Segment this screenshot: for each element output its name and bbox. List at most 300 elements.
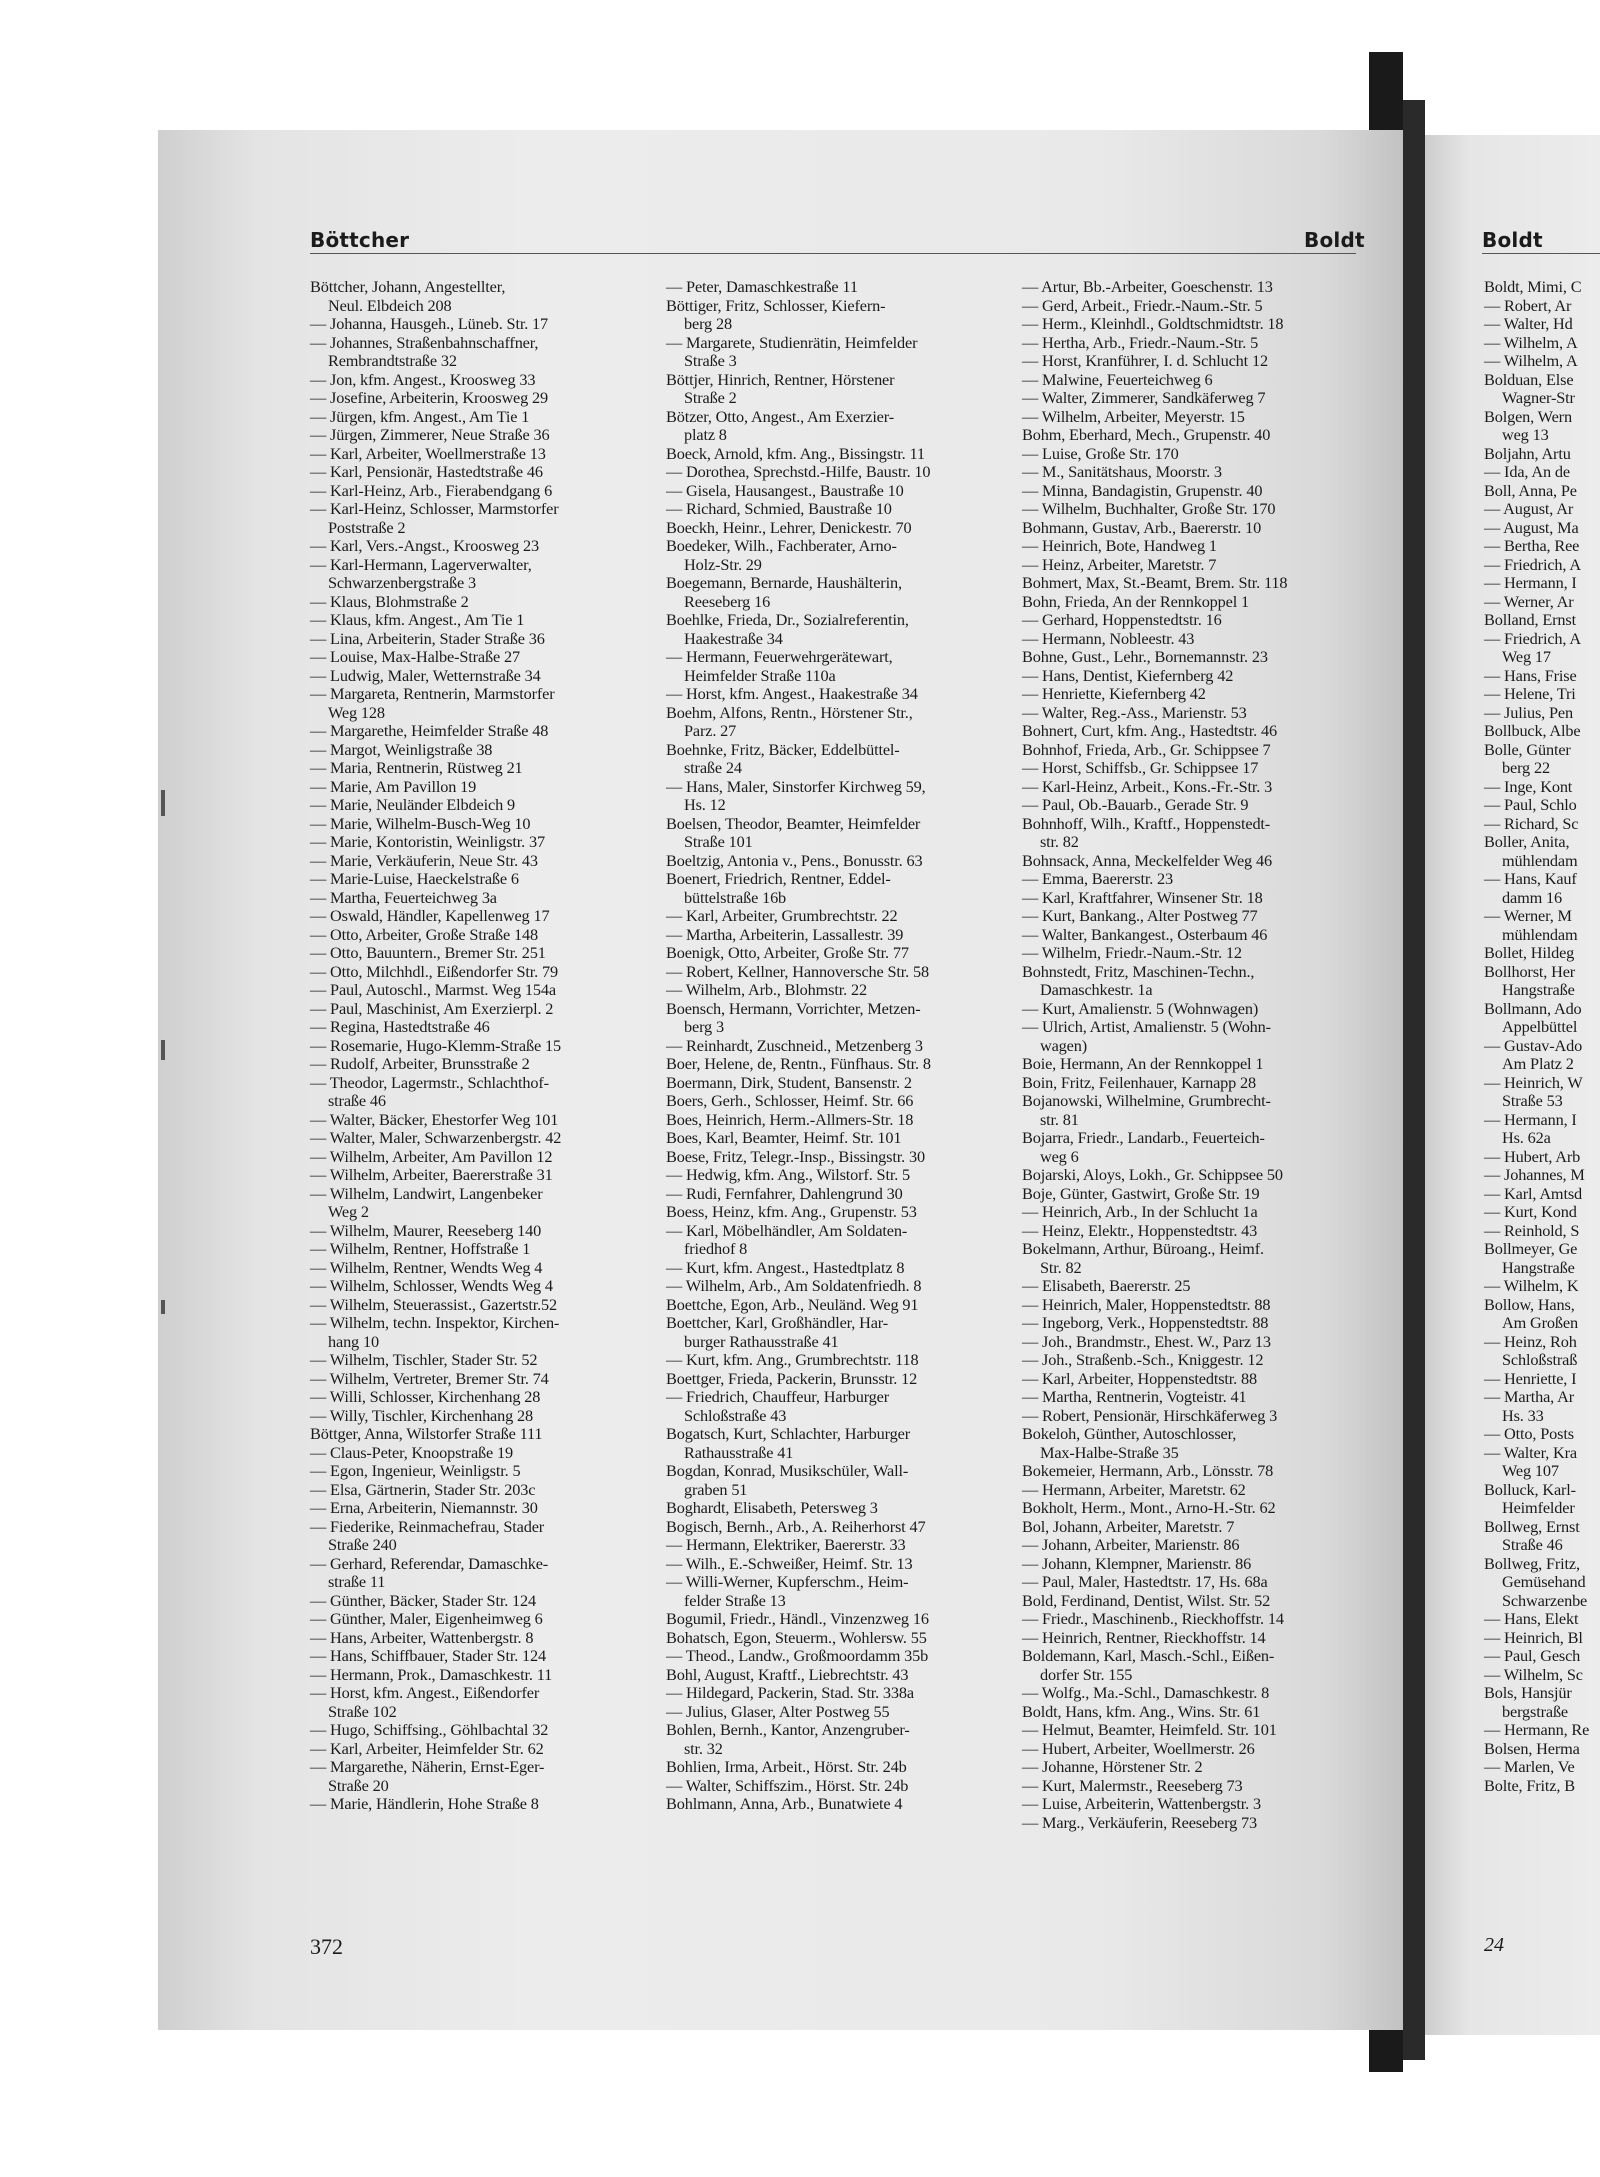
listing-entry: — Hedwig, kfm. Ang., Wilstorf. Str. 5 xyxy=(666,1165,911,1184)
listing-entry: — Johannes, Straßenbahnschaffner, xyxy=(310,332,539,352)
running-head-left: Böttcher xyxy=(310,228,410,252)
listing-entry: Bogdan, Konrad, Musikschüler, Wall- xyxy=(666,1461,909,1480)
listing-entry: — Marlen, Ve xyxy=(1484,1757,1575,1776)
listing-entry: — Karl, Kraftfahrer, Winsener Str. 18 xyxy=(1022,887,1263,907)
listing-entry: — Heinrich, Bl xyxy=(1484,1627,1583,1647)
listing-continuation: Hs. 33 xyxy=(1502,1405,1544,1425)
listing-entry: Böttjer, Hinrich, Rentner, Hörstener xyxy=(666,369,895,389)
listing-entry: Bolduan, Else xyxy=(1484,369,1574,389)
listing-entry: — Julius, Glaser, Alter Postweg 55 xyxy=(666,1701,890,1721)
listing-entry: — Friedrich, Chauffeur, Harburger xyxy=(666,1387,890,1406)
listing-entry: — Wilhelm, Arbeiter, Baererstraße 31 xyxy=(310,1165,553,1184)
listing-entry: Bohmert, Max, St.-Beamt, Brem. Str. 118 xyxy=(1022,573,1288,592)
listing-entry: Boess, Heinz, kfm. Ang., Grupenstr. 53 xyxy=(666,1202,917,1221)
listing-continuation: Holz-Str. 29 xyxy=(684,554,762,574)
listing-entry: Boedeker, Wilh., Fachberater, Arno- xyxy=(666,536,897,555)
listing-entry: Boers, Gerh., Schlosser, Heimf. Str. 66 xyxy=(666,1091,914,1110)
listing-entry: — Hans, Arbeiter, Wattenbergstr. 8 xyxy=(310,1627,534,1647)
listing-entry: — Horst, kfm. Angest., Eißendorfer xyxy=(310,1683,540,1702)
listing-entry: — Hubert, Arb xyxy=(1484,1146,1581,1166)
running-head-next-page: Boldt xyxy=(1482,228,1543,252)
listing-entry: Boldt, Mimi, C xyxy=(1484,277,1582,296)
listing-entry: — Karl-Heinz, Arb., Fierabendgang 6 xyxy=(310,480,553,500)
listing-entry: — Heinz, Roh xyxy=(1484,1331,1577,1351)
listing-continuation: Straße 240 xyxy=(328,1535,397,1554)
listing-entry: Boettcher, Karl, Großhändler, Har- xyxy=(666,1313,889,1332)
listing-entry: Bold, Ferdinand, Dentist, Wilst. Str. 52 xyxy=(1022,1590,1271,1610)
listing-entry: — Wilhelm, Maurer, Reeseberg 140 xyxy=(310,1220,542,1240)
listing-continuation: Appelbüttel xyxy=(1502,1017,1578,1036)
listing-entry: — Hermann, Feuerwehrgerätewart, xyxy=(666,647,893,666)
listing-continuation: berg 22 xyxy=(1502,758,1550,777)
listing-entry: — Walter, Bäcker, Ehestorfer Weg 101 xyxy=(310,1109,559,1129)
listing-entry: Boelsen, Theodor, Beamter, Heimfelder xyxy=(666,813,921,833)
listing-entry: — Dorothea, Sprechstd.-Hilfe, Baustr. 10 xyxy=(666,462,931,481)
listing-entry: — Paul, Ob.-Bauarb., Gerade Str. 9 xyxy=(1022,795,1249,814)
listing-entry: Boljahn, Artu xyxy=(1484,443,1571,463)
listing-entry: — Ingeborg, Verk., Hoppenstedtstr. 88 xyxy=(1022,1313,1269,1332)
listing-entry: — Heinz, Arbeiter, Maretstr. 7 xyxy=(1022,554,1217,574)
listing-entry: — Marie, Am Pavillon 19 xyxy=(310,776,477,796)
listing-entry: — Hugo, Schiffsing., Göhlbachtal 32 xyxy=(310,1720,549,1739)
listing-entry: — Otto, Bauuntern., Bremer Str. 251 xyxy=(310,943,546,962)
listing-continuation: dorfer Str. 155 xyxy=(1040,1664,1133,1684)
listing-continuation: str. 32 xyxy=(684,1738,723,1758)
listing-entry: Bokeloh, Günther, Autoschlosser, xyxy=(1022,1424,1237,1443)
listing-entry: — Gerhard, Hoppenstedtstr. 16 xyxy=(1022,610,1222,629)
listing-entry: — Walter, Kra xyxy=(1484,1442,1577,1462)
listing-entry: Bols, Hansjür xyxy=(1484,1683,1572,1702)
listing-entry: Boehlke, Frieda, Dr., Sozialreferentin, xyxy=(666,610,909,629)
listing-entry: — Hermann, Elektriker, Baererstr. 33 xyxy=(666,1535,906,1554)
listing-entry: — Marie, Kontoristin, Weinligstr. 37 xyxy=(310,832,545,851)
listing-entry: — Robert, Ar xyxy=(1484,295,1572,315)
listing-entry: Bokelmann, Arthur, Büroang., Heimf. xyxy=(1022,1239,1264,1258)
listing-entry: Bohlen, Bernh., Kantor, Anzengruber- xyxy=(666,1720,910,1739)
listing-entry: — Marie, Wilhelm-Busch-Weg 10 xyxy=(310,813,531,833)
listing-entry: — Rudolf, Arbeiter, Brunsstraße 2 xyxy=(310,1054,530,1073)
listing-entry: — Theod., Landw., Großmoordamm 35b xyxy=(666,1646,929,1665)
listing-continuation: Neul. Elbdeich 208 xyxy=(328,295,452,315)
listing-entry: — Johanne, Hörstener Str. 2 xyxy=(1022,1757,1203,1776)
listing-entry: Bohm, Eberhard, Mech., Grupenstr. 40 xyxy=(1022,425,1271,444)
listing-entry: — Horst, Kranführer, I. d. Schlucht 12 xyxy=(1022,351,1268,370)
listing-entry: — Margarethe, Heimfelder Straße 48 xyxy=(310,721,549,740)
listing-entry: — Josefine, Arbeiterin, Kroosweg 29 xyxy=(310,388,549,407)
listing-entry: Bollbuck, Albe xyxy=(1484,721,1581,740)
listing-entry: — Wilhelm, Rentner, Hoffstraße 1 xyxy=(310,1239,531,1258)
listing-entry: — Walter, Maler, Schwarzenbergstr. 42 xyxy=(310,1128,562,1147)
listing-continuation: felder Straße 13 xyxy=(684,1590,786,1610)
listing-entry: — Luise, Arbeiterin, Wattenbergstr. 3 xyxy=(1022,1794,1261,1813)
listing-entry: — Willy, Tischler, Kirchenhang 28 xyxy=(310,1405,534,1425)
listing-entry: — Elisabeth, Baererstr. 25 xyxy=(1022,1276,1191,1295)
listing-continuation: berg 3 xyxy=(684,1017,724,1036)
listing-entry: — Hermann, Nobleestr. 43 xyxy=(1022,628,1195,648)
listing-entry: — Gustav-Ado xyxy=(1484,1035,1583,1055)
listing-continuation: büttelstraße 16b xyxy=(684,887,787,907)
listing-entry: — Wilh., E.-Schweißer, Heimf. Str. 13 xyxy=(666,1553,913,1573)
header-rule-next-page xyxy=(1482,253,1600,254)
listing-entry: — Kurt, Malermstr., Reeseberg 73 xyxy=(1022,1775,1243,1795)
listing-entry: — Hermann, Arbeiter, Maretstr. 62 xyxy=(1022,1479,1246,1499)
listing-entry: — Martha, Rentnerin, Vogteistr. 41 xyxy=(1022,1387,1247,1406)
listing-entry: — Inge, Kont xyxy=(1484,776,1573,796)
listing-entry: — Hans, Frise xyxy=(1484,665,1577,685)
listing-continuation: hang 10 xyxy=(328,1331,379,1351)
listing-entry: — Egon, Ingenieur, Weinligstr. 5 xyxy=(310,1461,521,1480)
listing-entry: — Hans, Schiffbauer, Stader Str. 124 xyxy=(310,1646,547,1665)
listing-entry: — Paul, Maschinist, Am Exerzierpl. 2 xyxy=(310,998,554,1018)
listing-continuation: friedhof 8 xyxy=(684,1239,748,1258)
listing-entry: Boermann, Dirk, Student, Bansenstr. 2 xyxy=(666,1072,912,1092)
book-gutter xyxy=(1403,100,1425,2060)
listing-entry: Bohnhoff, Wilh., Kraftf., Hoppenstedt- xyxy=(1022,813,1271,833)
listing-entry: — Louise, Max-Halbe-Straße 27 xyxy=(310,647,520,666)
listing-entry: — Johann, Klempner, Marienstr. 86 xyxy=(1022,1553,1252,1573)
listing-entry: Bokholt, Herm., Mont., Arno-H.-Str. 62 xyxy=(1022,1498,1276,1517)
listing-entry: Bogatsch, Kurt, Schlachter, Harburger xyxy=(666,1424,910,1443)
listing-entry: — Joh., Brandmstr., Ehest. W., Parz 13 xyxy=(1022,1331,1271,1351)
margin-mark xyxy=(161,1300,165,1314)
listing-entry: — Henriette, I xyxy=(1484,1368,1577,1388)
running-head-right: Boldt xyxy=(1304,228,1365,252)
listing-continuation: Heimfelder Straße 110a xyxy=(684,665,836,685)
listing-entry: Boin, Fritz, Feilenhauer, Karnapp 28 xyxy=(1022,1072,1257,1092)
listing-entry: — Wilhelm, Schlosser, Wendts Weg 4 xyxy=(310,1276,553,1295)
listing-continuation: Schloßstraß xyxy=(1502,1350,1578,1369)
listing-entry: — Heinrich, Arb., In der Schlucht 1a xyxy=(1022,1202,1258,1221)
listing-entry: — Rudi, Fernfahrer, Dahlengrund 30 xyxy=(666,1183,903,1203)
listing-entry: — Reinhardt, Zuschneid., Metzenberg 3 xyxy=(666,1035,923,1055)
page-number-right: 24 xyxy=(1484,1934,1504,1956)
listing-entry: Bolgen, Wern xyxy=(1484,406,1572,426)
listing-entry: Bogisch, Bernh., Arb., A. Reiherhorst 47 xyxy=(666,1516,926,1536)
listing-entry: — Margot, Weinligstraße 38 xyxy=(310,739,493,759)
listing-entry: — Hermann, I xyxy=(1484,573,1577,592)
listing-entry: Bollweg, Ernst xyxy=(1484,1516,1580,1536)
listing-entry: — Karl, Arbeiter, Hoppenstedtstr. 88 xyxy=(1022,1368,1257,1388)
listing-entry: — Jürgen, Zimmerer, Neue Straße 36 xyxy=(310,425,550,444)
listing-continuation: mühlendam xyxy=(1502,850,1578,870)
listing-entry: — Jürgen, kfm. Angest., Am Tie 1 xyxy=(310,406,530,426)
listing-entry: — Wilhelm, Vertreter, Bremer Str. 74 xyxy=(310,1368,549,1388)
listing-continuation: Rembrandtstraße 32 xyxy=(328,351,457,370)
listing-entry: — Johanna, Hausgeh., Lüneb. Str. 17 xyxy=(310,314,549,333)
listing-entry: — Wolfg., Ma.-Schl., Damaschkestr. 8 xyxy=(1022,1683,1270,1702)
listing-continuation: Weg 2 xyxy=(328,1202,369,1221)
margin-mark xyxy=(161,790,165,816)
listing-entry: — Klaus, kfm. Angest., Am Tie 1 xyxy=(310,610,525,629)
listing-entry: — Martha, Feuerteichweg 3a xyxy=(310,887,497,907)
listing-entry: Bohnert, Curt, kfm. Ang., Hastedtstr. 46 xyxy=(1022,721,1277,740)
listing-entry: — Karl-Heinz, Schlosser, Marmstorfer xyxy=(310,499,559,518)
listing-entry: — Paul, Autoschl., Marmst. Weg 154a xyxy=(310,980,556,999)
listing-continuation: Gemüsehand xyxy=(1502,1572,1586,1591)
listing-entry: Boese, Fritz, Telegr.-Insp., Bissingstr. 30 xyxy=(666,1146,925,1166)
listing-continuation: Parz. 27 xyxy=(684,721,737,740)
listing-continuation: burger Rathausstraße 41 xyxy=(684,1331,839,1351)
listing-entry: — Karl, Vers.-Angst., Kroosweg 23 xyxy=(310,536,539,555)
listing-continuation: Haakestraße 34 xyxy=(684,628,783,648)
listing-entry: Bolluck, Karl- xyxy=(1484,1479,1576,1499)
listing-entry: — Kurt, Amalienstr. 5 (Wohnwagen) xyxy=(1022,998,1259,1018)
listing-entry: Boll, Anna, Pe xyxy=(1484,480,1577,500)
listing-entry: Boenert, Friedrich, Rentner, Eddel- xyxy=(666,869,891,888)
listing-entry: Boettger, Frieda, Packerin, Brunsstr. 12 xyxy=(666,1368,918,1388)
listing-entry: Boie, Hermann, An der Rennkoppel 1 xyxy=(1022,1054,1264,1073)
listing-entry: Bohlien, Irma, Arbeit., Hörst. Str. 24b xyxy=(666,1757,907,1776)
listing-entry: Boegemann, Bernarde, Haushälterin, xyxy=(666,573,902,592)
listing-entry: — Ida, An de xyxy=(1484,462,1570,481)
listing-entry: Bötzer, Otto, Angest., Am Exerzier- xyxy=(666,406,894,426)
directory-column-2 xyxy=(666,278,931,1814)
listing-entry: — Wilhelm, Arb., Am Soldatenfriedh. 8 xyxy=(666,1276,922,1295)
listing-entry: Bol, Johann, Arbeiter, Maretstr. 7 xyxy=(1022,1516,1235,1536)
listing-entry: Böttiger, Fritz, Schlosser, Kiefern- xyxy=(666,295,886,315)
listing-entry: — Wilhelm, Tischler, Stader Str. 52 xyxy=(310,1350,538,1369)
listing-entry: — Wilhelm, Arbeiter, Meyerstr. 15 xyxy=(1022,406,1245,426)
listing-entry: — Walter, Reg.-Ass., Marienstr. 53 xyxy=(1022,702,1247,722)
listing-entry: Boeltzig, Antonia v., Pens., Bonusstr. 63 xyxy=(666,850,923,870)
listing-entry: — Friedrich, A xyxy=(1484,628,1581,648)
listing-continuation: Damaschkestr. 1a xyxy=(1040,980,1153,999)
listing-continuation: straße 46 xyxy=(328,1091,386,1110)
listing-entry: — Wilhelm, Landwirt, Langenbeker xyxy=(310,1183,543,1203)
listing-entry: — Reinhold, S xyxy=(1484,1220,1580,1240)
listing-entry: — Otto, Posts xyxy=(1484,1424,1574,1443)
listing-continuation: Straße 53 xyxy=(1502,1091,1563,1110)
listing-continuation: weg 6 xyxy=(1040,1146,1079,1166)
listing-entry: — Walter, Hd xyxy=(1484,314,1573,333)
listing-entry: — Paul, Schlo xyxy=(1484,795,1577,814)
listing-continuation: Hangstraße xyxy=(1502,980,1575,999)
listing-entry: — Hildegard, Packerin, Stad. Str. 338a xyxy=(666,1683,914,1702)
listing-entry: — Hermann, I xyxy=(1484,1109,1577,1129)
listing-entry: — Hubert, Arbeiter, Woellmerstr. 26 xyxy=(1022,1738,1255,1758)
listing-entry: — Richard, Sc xyxy=(1484,813,1579,833)
listing-continuation: platz 8 xyxy=(684,425,727,444)
listing-entry: Bohmann, Gustav, Arb., Baererstr. 10 xyxy=(1022,517,1262,537)
listing-continuation: Hs. 12 xyxy=(684,795,726,814)
listing-entry: — Wilhelm, Rentner, Wendts Weg 4 xyxy=(310,1257,543,1277)
listing-entry: Bollmeyer, Ge xyxy=(1484,1239,1578,1258)
listing-entry: Boettche, Egon, Arb., Neuländ. Weg 91 xyxy=(666,1294,919,1314)
listing-entry: Bohatsch, Egon, Steuerm., Wohlersw. 55 xyxy=(666,1627,927,1647)
listing-entry: Bolte, Fritz, B xyxy=(1484,1775,1575,1795)
listing-entry: — Karl, Amtsd xyxy=(1484,1183,1582,1203)
listing-continuation: Wagner-Str xyxy=(1502,388,1575,407)
listing-entry: — Fiederike, Reinmachefrau, Stader xyxy=(310,1516,545,1536)
listing-entry: — Friedrich, A xyxy=(1484,554,1581,574)
listing-entry: — Karl, Arbeiter, Grumbrechtstr. 22 xyxy=(666,906,898,925)
listing-continuation: Reeseberg 16 xyxy=(684,591,771,611)
listing-entry: Bojarra, Friedr., Landarb., Feuerteich- xyxy=(1022,1128,1265,1147)
listing-entry: Boes, Karl, Beamter, Heimf. Str. 101 xyxy=(666,1128,902,1147)
listing-entry: — Walter, Schiffszim., Hörst. Str. 24b xyxy=(666,1775,909,1795)
listing-continuation: berg 28 xyxy=(684,314,732,333)
listing-entry: — Marie, Neuländer Elbdeich 9 xyxy=(310,795,515,814)
listing-entry: — Marie, Händlerin, Hohe Straße 8 xyxy=(310,1794,539,1813)
listing-entry: — Ulrich, Artist, Amalienstr. 5 (Wohn- xyxy=(1022,1017,1271,1036)
listing-continuation: wagen) xyxy=(1040,1035,1088,1055)
listing-continuation: mühlendam xyxy=(1502,924,1578,944)
listing-entry: Boehnke, Fritz, Bäcker, Eddelbüttel- xyxy=(666,739,900,759)
listing-entry: Boje, Günter, Gastwirt, Große Str. 19 xyxy=(1022,1183,1260,1203)
listing-entry: — Marie-Luise, Haeckelstraße 6 xyxy=(310,869,519,888)
listing-entry: — Theodor, Lagermstr., Schlachthof- xyxy=(310,1072,549,1092)
listing-entry: Boeckh, Heinr., Lehrer, Denickestr. 70 xyxy=(666,517,912,537)
listing-entry: — Horst, kfm. Angest., Haakestraße 34 xyxy=(666,684,918,703)
listing-continuation: Am Platz 2 xyxy=(1502,1054,1574,1073)
listing-entry: Bohnhof, Frieda, Arb., Gr. Schippsee 7 xyxy=(1022,739,1271,759)
listing-entry: — Karl-Heinz, Arbeit., Kons.-Fr.-Str. 3 xyxy=(1022,776,1273,796)
listing-entry: Bohlmann, Anna, Arb., Bunatwiete 4 xyxy=(666,1794,903,1813)
listing-entry: Bollweg, Fritz, xyxy=(1484,1553,1580,1573)
listing-entry: — Wilhelm, A xyxy=(1484,332,1578,352)
listing-continuation: Hs. 62a xyxy=(1502,1128,1551,1147)
listing-entry: — Johannes, M xyxy=(1484,1165,1585,1184)
listing-continuation: Max-Halbe-Straße 35 xyxy=(1040,1442,1179,1462)
listing-entry: — Hertha, Arb., Friedr.-Naum.-Str. 5 xyxy=(1022,332,1259,352)
listing-continuation: Schloßstraße 43 xyxy=(684,1405,787,1425)
listing-entry: — Minna, Bandagistin, Grupenstr. 40 xyxy=(1022,480,1263,500)
listing-entry: — Heinrich, Maler, Hoppenstedtstr. 88 xyxy=(1022,1294,1271,1314)
listing-entry: — Wilhelm, Arb., Blohmstr. 22 xyxy=(666,980,867,999)
listing-entry: Boehm, Alfons, Rentn., Hörstener Str., xyxy=(666,702,913,722)
listing-entry: — M., Sanitätshaus, Moorstr. 3 xyxy=(1022,462,1222,481)
listing-entry: — Heinrich, W xyxy=(1484,1072,1583,1092)
listing-entry: Bohn, Frieda, An der Rennkoppel 1 xyxy=(1022,591,1250,611)
listing-entry: Bohnstedt, Fritz, Maschinen-Techn., xyxy=(1022,961,1255,981)
listing-entry: — Rosemarie, Hugo-Klemm-Straße 15 xyxy=(310,1035,561,1055)
listing-continuation: Straße 20 xyxy=(328,1775,389,1795)
listing-entry: — Jon, kfm. Angest., Kroosweg 33 xyxy=(310,369,536,389)
listing-entry: — August, Ar xyxy=(1484,499,1574,518)
listing-continuation: Rathausstraße 41 xyxy=(684,1442,794,1462)
listing-entry: — Hermann, Prok., Damaschkestr. 11 xyxy=(310,1664,553,1684)
listing-entry: — Karl, Möbelhändler, Am Soldaten- xyxy=(666,1220,908,1240)
listing-entry: — Artur, Bb.-Arbeiter, Goeschenstr. 13 xyxy=(1022,277,1273,296)
listing-continuation: weg 13 xyxy=(1502,425,1549,444)
listing-entry: Bojanowski, Wilhelmine, Grumbrecht- xyxy=(1022,1091,1271,1110)
directory-column-1 xyxy=(310,278,561,1814)
listing-entry: — Kurt, Kond xyxy=(1484,1202,1577,1221)
listing-entry: — Martha, Ar xyxy=(1484,1387,1574,1406)
listing-entry: — Joh., Straßenb.-Sch., Kniggestr. 12 xyxy=(1022,1350,1264,1369)
listing-entry: — Ludwig, Maler, Wetternstraße 34 xyxy=(310,665,541,685)
listing-entry: Bohnsack, Anna, Meckelfelder Weg 46 xyxy=(1022,850,1272,870)
listing-entry: — Margareta, Rentnerin, Marmstorfer xyxy=(310,684,555,703)
listing-entry: Boldt, Hans, kfm. Ang., Wins. Str. 61 xyxy=(1022,1701,1261,1721)
listing-entry: — Wilhelm, Friedr.-Naum.-Str. 12 xyxy=(1022,943,1242,962)
listing-continuation: bergstraße xyxy=(1502,1701,1569,1721)
listing-entry: — Wilhelm, Buchhalter, Große Str. 170 xyxy=(1022,499,1276,518)
listing-entry: — Gerd, Arbeit., Friedr.-Naum.-Str. 5 xyxy=(1022,295,1263,315)
listing-continuation: Poststraße 2 xyxy=(328,517,406,537)
listing-continuation: Straße 2 xyxy=(684,388,737,407)
listing-entry: Bollow, Hans, xyxy=(1484,1294,1575,1314)
listing-entry: — Robert, Kellner, Hannoversche Str. 58 xyxy=(666,961,929,981)
listing-entry: Bollhorst, Her xyxy=(1484,961,1576,981)
listing-entry: — Martha, Arbeiterin, Lassallestr. 39 xyxy=(666,924,904,944)
listing-entry: — Oswald, Händler, Kapellenweg 17 xyxy=(310,906,550,925)
listing-entry: Bolle, Günter xyxy=(1484,739,1571,759)
listing-entry: — Julius, Pen xyxy=(1484,702,1573,722)
listing-entry: — Robert, Pensionär, Hirschkäferweg 3 xyxy=(1022,1405,1278,1425)
listing-entry: — August, Ma xyxy=(1484,517,1579,537)
listing-continuation: graben 51 xyxy=(684,1479,748,1499)
listing-entry: — Wilhelm, Arbeiter, Am Pavillon 12 xyxy=(310,1146,553,1166)
listing-entry: Boenigk, Otto, Arbeiter, Große Str. 77 xyxy=(666,943,909,962)
listing-entry: Bogumil, Friedr., Händl., Vinzenzweg 16 xyxy=(666,1609,929,1628)
listing-entry: Boller, Anita, xyxy=(1484,832,1570,851)
listing-continuation: damm 16 xyxy=(1502,887,1562,907)
listing-entry: — Günther, Bäcker, Stader Str. 124 xyxy=(310,1590,537,1610)
listing-entry: — Luise, Große Str. 170 xyxy=(1022,443,1179,463)
listing-entry: — Helene, Tri xyxy=(1484,684,1576,703)
listing-entry: — Willi-Werner, Kupferschm., Heim- xyxy=(666,1572,909,1591)
listing-continuation: straße 11 xyxy=(328,1572,386,1591)
listing-continuation: Weg 107 xyxy=(1502,1461,1559,1480)
listing-entry: — Herm., Kleinhdl., Goldtschmidtstr. 18 xyxy=(1022,314,1284,333)
listing-entry: Bokemeier, Hermann, Arb., Lönsstr. 78 xyxy=(1022,1461,1274,1480)
listing-entry: — Werner, M xyxy=(1484,906,1572,925)
listing-entry: — Margarete, Studienrätin, Heimfelder xyxy=(666,332,918,352)
listing-entry: Bohl, August, Kraftf., Liebrechtstr. 43 xyxy=(666,1664,909,1684)
listing-entry: — Horst, Schiffsb., Gr. Schippsee 17 xyxy=(1022,758,1259,777)
listing-continuation: Straße 102 xyxy=(328,1701,397,1721)
listing-entry: — Regina, Hastedtstraße 46 xyxy=(310,1017,490,1036)
listing-entry: — Elsa, Gärtnerin, Stader Str. 203c xyxy=(310,1479,536,1499)
listing-continuation: Straße 3 xyxy=(684,351,737,370)
listing-entry: — Gisela, Hausangest., Baustraße 10 xyxy=(666,480,904,500)
listing-entry: — Heinrich, Rentner, Rieckhoffstr. 14 xyxy=(1022,1627,1266,1647)
listing-entry: — Johann, Arbeiter, Marienstr. 86 xyxy=(1022,1535,1240,1554)
listing-continuation: Schwarzenbe xyxy=(1502,1590,1588,1610)
listing-continuation: Weg 128 xyxy=(328,702,385,722)
listing-entry: — Margarethe, Näherin, Ernst-Eger- xyxy=(310,1757,545,1776)
listing-entry: — Hermann, Re xyxy=(1484,1720,1590,1739)
page-number-left: 372 xyxy=(310,1934,343,1959)
directory-column-3 xyxy=(1022,278,1287,1832)
listing-continuation: str. 81 xyxy=(1040,1109,1079,1129)
listing-entry: — Paul, Maler, Hastedtstr. 17, Hs. 68a xyxy=(1022,1572,1268,1591)
listing-entry: Bolland, Ernst xyxy=(1484,610,1576,629)
listing-entry: — Wilhelm, techn. Inspektor, Kirchen- xyxy=(310,1313,560,1332)
listing-entry: Boensch, Hermann, Vorrichter, Metzen- xyxy=(666,998,921,1018)
listing-entry: — Hans, Maler, Sinstorfer Kirchweg 59, xyxy=(666,776,926,796)
listing-entry: — Richard, Schmied, Baustraße 10 xyxy=(666,499,892,518)
listing-entry: Bohne, Gust., Lehr., Bornemannstr. 23 xyxy=(1022,647,1268,666)
listing-entry: — Wilhelm, Steuerassist., Gazertstr.52 xyxy=(310,1294,558,1314)
listing-entry: — Bertha, Ree xyxy=(1484,536,1580,555)
listing-entry: — Malwine, Feuerteichweg 6 xyxy=(1022,369,1213,389)
listing-continuation: Heimfelder xyxy=(1502,1498,1575,1517)
listing-entry: — Wilhelm, A xyxy=(1484,351,1578,370)
listing-entry: — Otto, Milchhdl., Eißendorfer Str. 79 xyxy=(310,961,558,981)
listing-continuation: Straße 46 xyxy=(1502,1535,1563,1554)
listing-entry: — Kurt, Bankang., Alter Postweg 77 xyxy=(1022,906,1258,925)
listing-entry: — Karl, Pensionär, Hastedtstraße 46 xyxy=(310,462,543,481)
listing-entry: — Willi, Schlosser, Kirchenhang 28 xyxy=(310,1387,541,1406)
listing-entry: Boeck, Arnold, kfm. Ang., Bissingstr. 11 xyxy=(666,443,925,463)
listing-entry: — Kurt, kfm. Ang., Grumbrechtstr. 118 xyxy=(666,1350,919,1369)
listing-entry: — Erna, Arbeiterin, Niemannstr. 30 xyxy=(310,1498,538,1517)
listing-entry: — Friedr., Maschinenb., Rieckhoffstr. 14 xyxy=(1022,1609,1284,1628)
listing-entry: — Werner, Ar xyxy=(1484,591,1574,611)
listing-continuation: Hangstraße xyxy=(1502,1257,1575,1277)
